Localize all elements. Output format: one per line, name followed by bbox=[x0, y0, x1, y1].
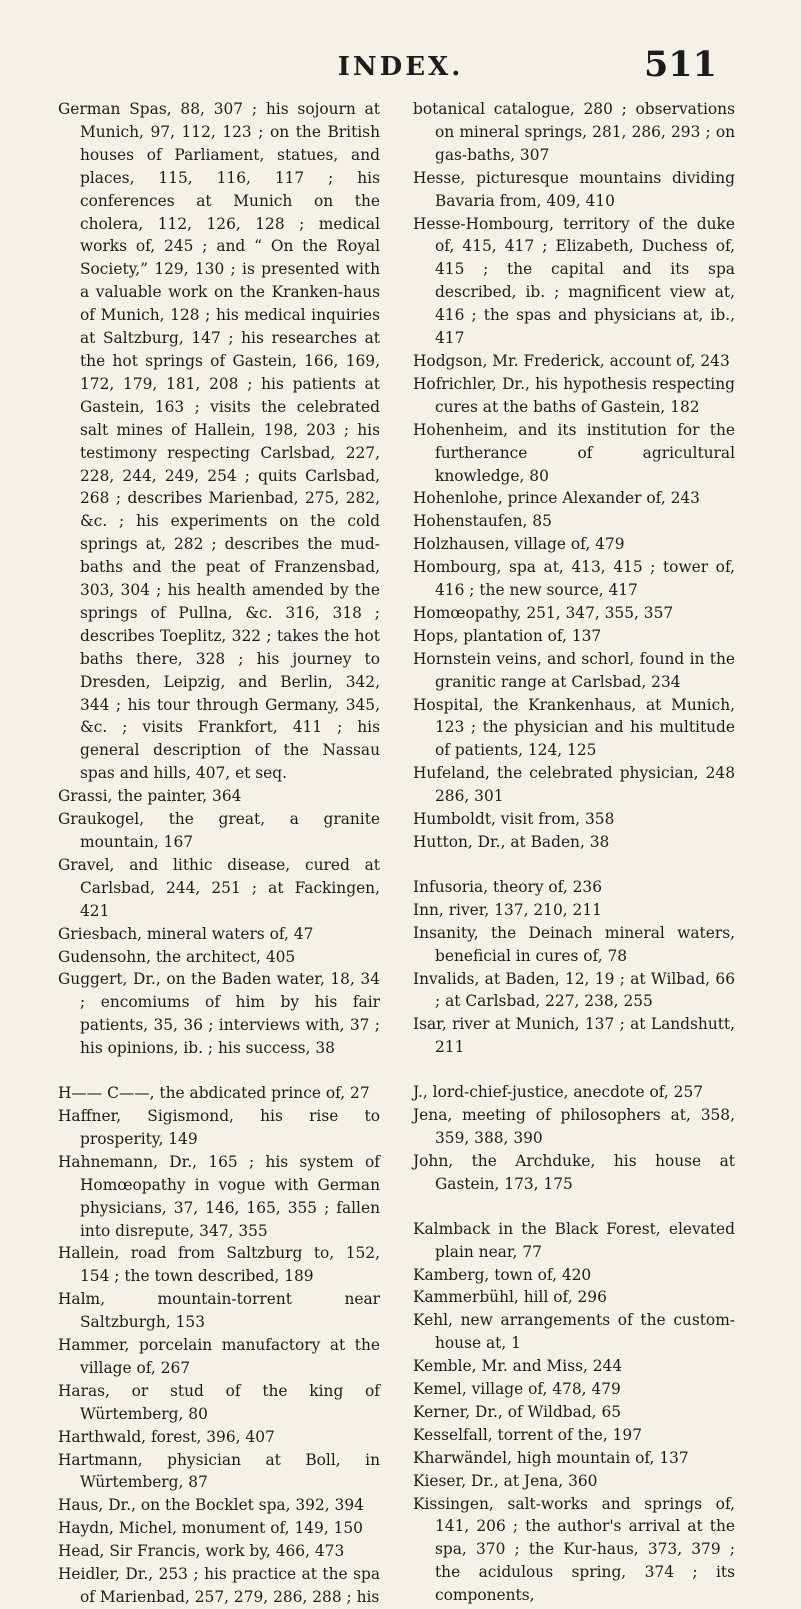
index-entry: Hombourg, spa at, 413, 415 ; tower of, 416 ; the new source, 417 bbox=[413, 558, 735, 600]
index-entry: Insanity, the Deinach mineral waters, beneficial in cures of, 78 bbox=[413, 923, 735, 965]
index-entry: Kesselfall, torrent of the, 197 bbox=[413, 1425, 643, 1444]
index-entry: Kissingen, salt-works and springs of, 141, 206 ; the author's arrival at the spa, 370 ; the Kur-haus, 373, 379 ; the acidulous spring, 374 ; its components, bbox=[413, 1494, 735, 1605]
index-entry: Kalmback in the Black Forest, elevated plain near, 77 bbox=[413, 1219, 735, 1261]
index-entry: Head, Sir Francis, work by, 466, 473 bbox=[58, 1542, 345, 1561]
index-entry: Hospital, the Krankenhaus, at Munich, 123 ; the physician and his multitude of patients, 124, 125 bbox=[413, 695, 735, 760]
index-entry: Harthwald, forest, 396, 407 bbox=[58, 1427, 275, 1446]
index-entry: Gravel, and lithic disease, cured at Carlsbad, 244, 251 ; at Fackingen, 421 bbox=[58, 855, 380, 920]
index-entry: Holzhausen, village of, 479 bbox=[413, 535, 625, 554]
index-entry: Haydn, Michel, monument of, 149, 150 bbox=[58, 1519, 363, 1538]
index-entry: Isar, river at Munich, 137 ; at Landshutt, 211 bbox=[413, 1015, 735, 1057]
index-column-right bbox=[413, 98, 735, 1607]
index-entry: Hesse-Hombourg, territory of the duke of, 415, 417 ; Elizabeth, Duchess of, 415 ; the capital and its spa described, ib. ; magnificent view at, 416 ; the spas and physicians at, ib., 417 bbox=[413, 214, 735, 348]
index-entry: botanical catalogue, 280 ; observations on mineral springs, 281, 286, 293 ; on gas-baths, 307 bbox=[413, 100, 735, 164]
index-entry: Hohenheim, and its institution for the furtherance of agricultural knowledge, 80 bbox=[413, 420, 735, 485]
index-entry: John, the Archduke, his house at Gastein, 173, 175 bbox=[413, 1151, 735, 1193]
index-entry: Kemel, village of, 478, 479 bbox=[413, 1380, 621, 1399]
index-entry: Hohenlohe, prince Alexander of, 243 bbox=[413, 489, 700, 508]
index-entry: Haffner, Sigismond, his rise to prosperity, 149 bbox=[58, 1106, 380, 1148]
index-entry: Graukogel, the great, a granite mountain, 167 bbox=[58, 810, 380, 851]
index-entry: Grassi, the painter, 364 bbox=[58, 787, 242, 806]
index-entry: Hufeland, the celebrated physician, 248 286, 301 bbox=[413, 764, 735, 806]
index-entry: Halm, mountain-torrent near Saltzburgh, 153 bbox=[58, 1290, 380, 1332]
index-column-left bbox=[58, 98, 380, 1609]
index-entry: Inn, river, 137, 210, 211 bbox=[413, 900, 602, 919]
index-entry: Kharwändel, high mountain of, 137 bbox=[413, 1448, 689, 1467]
index-entry: Hofrichler, Dr., his hypothesis respecting cures at the baths of Gastein, 182 bbox=[413, 374, 735, 416]
index-entry: Hammer, porcelain manufactory at the village of, 267 bbox=[58, 1336, 380, 1377]
index-entry: Kerner, Dr., of Wildbad, 65 bbox=[413, 1402, 622, 1421]
index-entry: Kieser, Dr., at Jena, 360 bbox=[413, 1471, 598, 1490]
index-entry: Haus, Dr., on the Bocklet spa, 392, 394 bbox=[58, 1496, 364, 1515]
index-entry: Infusoria, theory of, 236 bbox=[413, 877, 602, 896]
index-entry: German Spas, 88, 307 ; his sojourn at Munich, 97, 112, 123 ; on the British houses of Parliament, statues, and places, 115, 116, 117 ; his conferences at Munich on the cholera, 112, 126, 128 ; medical works of, 245 ; and “ On the Royal Society,” 129, 130 ; is presented with a valuable work on the Kranken-haus of Munich, 128 ; his medical inquiries at Saltzburg, 147 ; his researches at the hot springs of Gastein, 166, 169, 172, 179, 181, 208 ; his patients at Gastein, 163 ; visits the celebrated salt mines of Hallein, 198, 203 ; his testimony respecting Carlsbad, 227, 228, 244, 249, 254 ; quits Carlsbad, 268 ; describes Marienbad, 275, 282, &c. ; his experiments on the cold springs at, 282 ; describes the mud-baths and the peat of Franzensbad, 303, 304 ; his health amended by the springs of Pullna, &c. 316, 318 ; describes Toeplitz, 322 ; takes the hot baths there, 328 ; his journey to Dresden, Leipzig, and Berlin, 342, 344 ; his tour through Germany, 345, &c. ; visits Frankfort, 411 ; his general description of the Nassau spas and hills, 407, et seq. bbox=[58, 100, 380, 783]
letter-group-gap bbox=[58, 1060, 380, 1082]
index-entry: Kehl, new arrangements of the custom-house at, 1 bbox=[413, 1311, 735, 1353]
index-entry: Haras, or stud of the king of Würtemberg, 80 bbox=[58, 1381, 380, 1423]
page-number: 511 bbox=[643, 44, 717, 85]
index-entry: Hohenstaufen, 85 bbox=[413, 512, 552, 531]
index-entry: J., lord-chief-justice, anecdote of, 257 bbox=[413, 1083, 704, 1102]
letter-group-gap bbox=[413, 1196, 735, 1218]
index-entry: Gudensohn, the architect, 405 bbox=[58, 947, 296, 966]
index-entry: Hahnemann, Dr., 165 ; his system of Homœopathy in vogue with German physicians, 37, 146, 165, 355 ; fallen into disrepute, 347, 355 bbox=[58, 1152, 380, 1240]
index-entry: Hartmann, physician at Boll, in Würtemberg, 87 bbox=[58, 1450, 380, 1492]
index-entry: Hutton, Dr., at Baden, 38 bbox=[413, 833, 610, 851]
running-head: INDEX. bbox=[337, 52, 464, 82]
index-entry: Hodgson, Mr. Frederick, account of, 243 bbox=[413, 351, 730, 370]
index-entry: Homœopathy, 251, 347, 355, 357 bbox=[413, 603, 674, 622]
letter-group-gap bbox=[413, 854, 735, 876]
index-entry: Kemble, Mr. and Miss, 244 bbox=[413, 1357, 623, 1376]
index-entry: Hornstein veins, and schorl, found in the granitic range at Carlsbad, 234 bbox=[413, 649, 735, 691]
index-entry: H—— C——, the abdicated prince of, 27 bbox=[58, 1084, 370, 1103]
index-entry: Hallein, road from Saltzburg to, 152, 154 ; the town described, 189 bbox=[58, 1244, 380, 1286]
index-entry: Invalids, at Baden, 12, 19 ; at Wilbad, 66 ; at Carlsbad, 227, 238, 255 bbox=[413, 969, 735, 1011]
index-entry: Guggert, Dr., on the Baden water, 18, 34 ; encomiums of him by his fair patients, 35, 36 ; interviews with, 37 ; his opinions, ib. ; his success, 38 bbox=[58, 970, 380, 1058]
index-entry: Hops, plantation of, 137 bbox=[413, 626, 602, 645]
letter-group-gap bbox=[413, 1059, 735, 1081]
index-entry: Jena, meeting of philosophers at, 358, 359, 388, 390 bbox=[413, 1106, 735, 1147]
index-entry: Kammerbühl, hill of, 296 bbox=[413, 1288, 607, 1307]
index-entry: Kamberg, town of, 420 bbox=[413, 1265, 592, 1284]
index-entry: Heidler, Dr., 253 ; his practice at the spa of Marienbad, 257, 279, 286, 288 ; his bbox=[58, 1565, 380, 1606]
index-entry: Griesbach, mineral waters of, 47 bbox=[58, 924, 314, 943]
index-entry: Humboldt, visit from, 358 bbox=[413, 810, 615, 829]
index-entry: Hesse, picturesque mountains dividing Bavaria from, 409, 410 bbox=[413, 168, 735, 210]
